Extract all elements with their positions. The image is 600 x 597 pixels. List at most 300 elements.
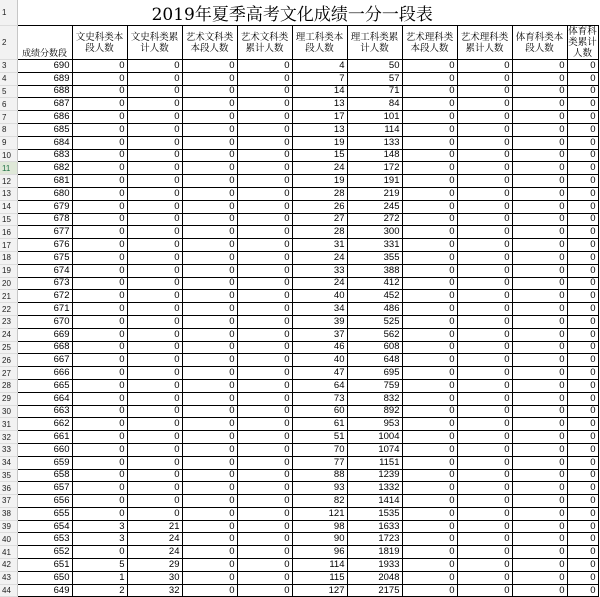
count-cell[interactable]: 0 xyxy=(72,392,127,405)
row-number[interactable]: 9 xyxy=(0,136,17,149)
count-cell[interactable]: 0 xyxy=(567,213,598,226)
score-cell[interactable]: 666 xyxy=(17,367,72,380)
count-cell[interactable]: 15 xyxy=(292,149,347,162)
count-cell[interactable]: 0 xyxy=(567,367,598,380)
count-cell[interactable]: 0 xyxy=(72,72,127,85)
count-cell[interactable]: 0 xyxy=(127,418,182,431)
count-cell[interactable]: 0 xyxy=(567,507,598,520)
count-cell[interactable]: 0 xyxy=(402,405,457,418)
count-cell[interactable]: 0 xyxy=(127,123,182,136)
count-cell[interactable]: 0 xyxy=(567,546,598,559)
score-cell[interactable]: 662 xyxy=(17,418,72,431)
count-cell[interactable]: 73 xyxy=(292,392,347,405)
count-cell[interactable]: 0 xyxy=(127,149,182,162)
count-cell[interactable]: 0 xyxy=(402,290,457,303)
count-cell[interactable]: 0 xyxy=(512,328,567,341)
column-header[interactable]: 体育科类累计人数 xyxy=(568,26,597,59)
empty-cell[interactable] xyxy=(598,431,599,444)
count-cell[interactable]: 0 xyxy=(402,72,457,85)
count-cell[interactable]: 0 xyxy=(457,469,512,482)
empty-cell[interactable] xyxy=(598,418,599,431)
count-cell[interactable]: 0 xyxy=(237,571,292,584)
count-cell[interactable]: 0 xyxy=(402,469,457,482)
count-cell[interactable]: 0 xyxy=(72,469,127,482)
count-cell[interactable]: 0 xyxy=(127,341,182,354)
count-cell[interactable]: 0 xyxy=(402,98,457,111)
row-number[interactable]: 29 xyxy=(0,392,17,405)
sheet-title[interactable]: 2019年夏季高考文化成绩一分一段表 xyxy=(17,0,567,26)
count-cell[interactable]: 0 xyxy=(127,200,182,213)
count-cell[interactable]: 0 xyxy=(512,72,567,85)
count-cell[interactable]: 0 xyxy=(72,277,127,290)
count-cell[interactable]: 0 xyxy=(512,264,567,277)
empty-cell[interactable] xyxy=(598,213,599,226)
count-cell[interactable]: 29 xyxy=(127,559,182,572)
count-cell[interactable]: 114 xyxy=(347,123,402,136)
empty-cell[interactable] xyxy=(598,546,599,559)
count-cell[interactable]: 0 xyxy=(182,149,237,162)
row-number[interactable]: 13 xyxy=(0,187,17,200)
count-cell[interactable]: 0 xyxy=(237,175,292,188)
score-cell[interactable]: 661 xyxy=(17,431,72,444)
empty-cell[interactable] xyxy=(598,495,599,508)
count-cell[interactable]: 51 xyxy=(292,431,347,444)
count-cell[interactable]: 0 xyxy=(182,200,237,213)
count-cell[interactable]: 0 xyxy=(182,367,237,380)
count-cell[interactable]: 0 xyxy=(402,520,457,533)
count-cell[interactable]: 0 xyxy=(457,226,512,239)
count-cell[interactable]: 0 xyxy=(402,111,457,124)
empty-cell[interactable] xyxy=(598,85,599,98)
row-number[interactable]: 11 xyxy=(0,162,17,175)
count-cell[interactable]: 61 xyxy=(292,418,347,431)
row-number[interactable]: 12 xyxy=(0,175,17,188)
count-cell[interactable]: 0 xyxy=(72,239,127,252)
count-cell[interactable]: 88 xyxy=(292,469,347,482)
count-cell[interactable]: 0 xyxy=(182,251,237,264)
count-cell[interactable]: 0 xyxy=(127,213,182,226)
count-cell[interactable]: 0 xyxy=(127,136,182,149)
count-cell[interactable]: 37 xyxy=(292,328,347,341)
count-cell[interactable]: 0 xyxy=(512,507,567,520)
count-cell[interactable]: 0 xyxy=(512,162,567,175)
count-cell[interactable]: 0 xyxy=(567,533,598,546)
count-cell[interactable]: 0 xyxy=(182,111,237,124)
row-number[interactable]: 41 xyxy=(0,546,17,559)
count-cell[interactable]: 0 xyxy=(127,443,182,456)
count-cell[interactable]: 0 xyxy=(567,315,598,328)
row-number[interactable]: 37 xyxy=(0,495,17,508)
count-cell[interactable]: 0 xyxy=(567,98,598,111)
score-cell[interactable]: 657 xyxy=(17,482,72,495)
count-cell[interactable]: 13 xyxy=(292,123,347,136)
count-cell[interactable]: 0 xyxy=(237,315,292,328)
count-cell[interactable]: 0 xyxy=(457,123,512,136)
count-cell[interactable]: 0 xyxy=(402,187,457,200)
count-cell[interactable]: 0 xyxy=(567,341,598,354)
count-cell[interactable]: 40 xyxy=(292,354,347,367)
count-cell[interactable]: 0 xyxy=(182,315,237,328)
count-cell[interactable]: 0 xyxy=(512,341,567,354)
count-cell[interactable]: 0 xyxy=(457,571,512,584)
empty-cell[interactable] xyxy=(598,98,599,111)
count-cell[interactable]: 33 xyxy=(292,264,347,277)
count-cell[interactable]: 0 xyxy=(512,187,567,200)
row-number[interactable]: 4 xyxy=(0,72,17,85)
count-cell[interactable]: 0 xyxy=(72,341,127,354)
count-cell[interactable]: 0 xyxy=(127,431,182,444)
score-cell[interactable]: 672 xyxy=(17,290,72,303)
count-cell[interactable]: 0 xyxy=(127,392,182,405)
count-cell[interactable]: 0 xyxy=(237,354,292,367)
count-cell[interactable]: 0 xyxy=(457,507,512,520)
count-cell[interactable]: 0 xyxy=(182,443,237,456)
count-cell[interactable]: 0 xyxy=(182,546,237,559)
count-cell[interactable]: 0 xyxy=(512,533,567,546)
empty-cell[interactable] xyxy=(598,328,599,341)
count-cell[interactable]: 90 xyxy=(292,533,347,546)
count-cell[interactable]: 127 xyxy=(292,584,347,597)
count-cell[interactable]: 0 xyxy=(72,495,127,508)
score-cell[interactable]: 679 xyxy=(17,200,72,213)
empty-cell[interactable] xyxy=(598,251,599,264)
count-cell[interactable]: 148 xyxy=(347,149,402,162)
count-cell[interactable]: 0 xyxy=(402,315,457,328)
score-cell[interactable]: 649 xyxy=(17,584,72,597)
count-cell[interactable]: 0 xyxy=(457,418,512,431)
count-cell[interactable]: 0 xyxy=(567,162,598,175)
count-cell[interactable]: 0 xyxy=(512,98,567,111)
count-cell[interactable]: 0 xyxy=(237,290,292,303)
count-cell[interactable]: 0 xyxy=(182,559,237,572)
count-cell[interactable]: 0 xyxy=(237,111,292,124)
count-cell[interactable]: 64 xyxy=(292,379,347,392)
empty-cell[interactable] xyxy=(598,136,599,149)
count-cell[interactable]: 0 xyxy=(402,123,457,136)
count-cell[interactable]: 0 xyxy=(182,456,237,469)
count-cell[interactable]: 0 xyxy=(457,72,512,85)
row-number[interactable]: 15 xyxy=(0,213,17,226)
count-cell[interactable]: 0 xyxy=(457,354,512,367)
count-cell[interactable]: 93 xyxy=(292,482,347,495)
count-cell[interactable]: 1074 xyxy=(347,443,402,456)
empty-cell[interactable] xyxy=(598,315,599,328)
count-cell[interactable]: 47 xyxy=(292,367,347,380)
count-cell[interactable]: 0 xyxy=(512,277,567,290)
count-cell[interactable]: 608 xyxy=(347,341,402,354)
score-cell[interactable]: 676 xyxy=(17,239,72,252)
count-cell[interactable]: 0 xyxy=(567,443,598,456)
count-cell[interactable]: 525 xyxy=(347,315,402,328)
count-cell[interactable]: 0 xyxy=(512,418,567,431)
count-cell[interactable]: 0 xyxy=(127,456,182,469)
count-cell[interactable]: 26 xyxy=(292,200,347,213)
count-cell[interactable]: 0 xyxy=(457,98,512,111)
count-cell[interactable]: 0 xyxy=(182,469,237,482)
count-cell[interactable]: 0 xyxy=(237,392,292,405)
count-cell[interactable]: 0 xyxy=(127,303,182,316)
score-cell[interactable]: 680 xyxy=(17,187,72,200)
count-cell[interactable]: 0 xyxy=(567,149,598,162)
count-cell[interactable]: 32 xyxy=(127,584,182,597)
count-cell[interactable]: 0 xyxy=(457,546,512,559)
count-cell[interactable]: 0 xyxy=(567,520,598,533)
count-cell[interactable]: 0 xyxy=(402,264,457,277)
count-cell[interactable]: 0 xyxy=(457,213,512,226)
count-cell[interactable]: 0 xyxy=(402,431,457,444)
count-cell[interactable]: 28 xyxy=(292,187,347,200)
count-cell[interactable]: 0 xyxy=(402,85,457,98)
count-cell[interactable]: 648 xyxy=(347,354,402,367)
count-cell[interactable]: 0 xyxy=(567,418,598,431)
count-cell[interactable]: 0 xyxy=(182,72,237,85)
count-cell[interactable]: 0 xyxy=(457,367,512,380)
count-cell[interactable]: 0 xyxy=(567,175,598,188)
count-cell[interactable]: 1 xyxy=(72,571,127,584)
score-cell[interactable]: 651 xyxy=(17,559,72,572)
count-cell[interactable]: 0 xyxy=(127,85,182,98)
count-cell[interactable]: 0 xyxy=(402,277,457,290)
count-cell[interactable]: 0 xyxy=(182,239,237,252)
score-cell[interactable]: 659 xyxy=(17,456,72,469)
count-cell[interactable]: 0 xyxy=(182,162,237,175)
count-cell[interactable]: 0 xyxy=(512,482,567,495)
score-cell[interactable]: 670 xyxy=(17,315,72,328)
count-cell[interactable]: 1332 xyxy=(347,482,402,495)
row-number[interactable]: 6 xyxy=(0,98,17,111)
count-cell[interactable]: 0 xyxy=(182,507,237,520)
count-cell[interactable]: 0 xyxy=(567,354,598,367)
empty-cell[interactable] xyxy=(598,72,599,85)
count-cell[interactable]: 0 xyxy=(567,303,598,316)
count-cell[interactable]: 0 xyxy=(127,111,182,124)
count-cell[interactable]: 0 xyxy=(182,533,237,546)
count-cell[interactable]: 0 xyxy=(72,328,127,341)
count-cell[interactable]: 0 xyxy=(567,123,598,136)
count-cell[interactable]: 0 xyxy=(237,533,292,546)
row-number[interactable]: 23 xyxy=(0,315,17,328)
count-cell[interactable]: 0 xyxy=(182,60,237,73)
count-cell[interactable]: 0 xyxy=(72,187,127,200)
count-cell[interactable]: 0 xyxy=(402,226,457,239)
score-cell[interactable]: 665 xyxy=(17,379,72,392)
count-cell[interactable]: 0 xyxy=(72,431,127,444)
empty-cell[interactable] xyxy=(598,405,599,418)
count-cell[interactable]: 114 xyxy=(292,559,347,572)
count-cell[interactable]: 0 xyxy=(457,584,512,597)
empty-cell[interactable] xyxy=(598,482,599,495)
count-cell[interactable]: 0 xyxy=(567,469,598,482)
row-number[interactable]: 34 xyxy=(0,456,17,469)
count-cell[interactable]: 0 xyxy=(457,277,512,290)
count-cell[interactable]: 0 xyxy=(567,328,598,341)
count-cell[interactable]: 0 xyxy=(237,98,292,111)
empty-cell[interactable] xyxy=(598,520,599,533)
count-cell[interactable]: 0 xyxy=(237,495,292,508)
count-cell[interactable]: 412 xyxy=(347,277,402,290)
count-cell[interactable]: 0 xyxy=(512,149,567,162)
row-number[interactable]: 28 xyxy=(0,379,17,392)
score-cell[interactable]: 686 xyxy=(17,111,72,124)
count-cell[interactable]: 70 xyxy=(292,443,347,456)
count-cell[interactable]: 0 xyxy=(402,239,457,252)
count-cell[interactable]: 13 xyxy=(292,98,347,111)
count-cell[interactable]: 0 xyxy=(457,443,512,456)
count-cell[interactable]: 0 xyxy=(237,559,292,572)
count-cell[interactable]: 0 xyxy=(182,277,237,290)
count-cell[interactable]: 0 xyxy=(402,443,457,456)
count-cell[interactable]: 759 xyxy=(347,379,402,392)
count-cell[interactable]: 0 xyxy=(72,251,127,264)
count-cell[interactable]: 0 xyxy=(127,354,182,367)
count-cell[interactable]: 14 xyxy=(292,85,347,98)
count-cell[interactable]: 0 xyxy=(402,507,457,520)
count-cell[interactable]: 0 xyxy=(72,175,127,188)
count-cell[interactable]: 0 xyxy=(567,187,598,200)
count-cell[interactable]: 71 xyxy=(347,85,402,98)
count-cell[interactable]: 0 xyxy=(237,277,292,290)
count-cell[interactable]: 0 xyxy=(457,111,512,124)
row-number[interactable]: 44 xyxy=(0,584,17,597)
count-cell[interactable]: 0 xyxy=(512,136,567,149)
count-cell[interactable]: 0 xyxy=(72,226,127,239)
count-cell[interactable]: 0 xyxy=(237,60,292,73)
count-cell[interactable]: 0 xyxy=(72,60,127,73)
row-number[interactable]: 8 xyxy=(0,123,17,136)
count-cell[interactable]: 695 xyxy=(347,367,402,380)
count-cell[interactable]: 0 xyxy=(182,520,237,533)
count-cell[interactable]: 0 xyxy=(127,277,182,290)
count-cell[interactable]: 0 xyxy=(457,431,512,444)
count-cell[interactable]: 0 xyxy=(182,354,237,367)
count-cell[interactable]: 0 xyxy=(567,405,598,418)
count-cell[interactable]: 0 xyxy=(512,367,567,380)
count-cell[interactable]: 0 xyxy=(127,226,182,239)
count-cell[interactable]: 2048 xyxy=(347,571,402,584)
count-cell[interactable]: 0 xyxy=(567,495,598,508)
count-cell[interactable]: 24 xyxy=(127,546,182,559)
count-cell[interactable]: 0 xyxy=(457,495,512,508)
count-cell[interactable]: 2175 xyxy=(347,584,402,597)
count-cell[interactable]: 0 xyxy=(512,175,567,188)
count-cell[interactable]: 0 xyxy=(512,60,567,73)
count-cell[interactable]: 0 xyxy=(402,495,457,508)
count-cell[interactable]: 0 xyxy=(457,456,512,469)
count-cell[interactable]: 0 xyxy=(182,264,237,277)
empty-cell[interactable] xyxy=(598,175,599,188)
count-cell[interactable]: 3 xyxy=(72,520,127,533)
count-cell[interactable]: 0 xyxy=(457,239,512,252)
count-cell[interactable]: 0 xyxy=(182,213,237,226)
count-cell[interactable]: 0 xyxy=(402,328,457,341)
count-cell[interactable]: 0 xyxy=(182,495,237,508)
score-cell[interactable]: 655 xyxy=(17,507,72,520)
score-cell[interactable]: 687 xyxy=(17,98,72,111)
count-cell[interactable]: 355 xyxy=(347,251,402,264)
count-cell[interactable]: 0 xyxy=(127,98,182,111)
count-cell[interactable]: 0 xyxy=(457,136,512,149)
count-cell[interactable]: 1819 xyxy=(347,546,402,559)
row-number[interactable]: 20 xyxy=(0,277,17,290)
row-number[interactable]: 14 xyxy=(0,200,17,213)
row-number[interactable]: 40 xyxy=(0,533,17,546)
count-cell[interactable]: 0 xyxy=(127,175,182,188)
count-cell[interactable]: 0 xyxy=(402,571,457,584)
count-cell[interactable]: 832 xyxy=(347,392,402,405)
count-cell[interactable]: 0 xyxy=(567,584,598,597)
count-cell[interactable]: 272 xyxy=(347,213,402,226)
empty-cell[interactable] xyxy=(598,239,599,252)
count-cell[interactable]: 0 xyxy=(72,482,127,495)
count-cell[interactable]: 39 xyxy=(292,315,347,328)
count-cell[interactable]: 0 xyxy=(567,264,598,277)
count-cell[interactable]: 0 xyxy=(72,213,127,226)
count-cell[interactable]: 0 xyxy=(402,251,457,264)
count-cell[interactable]: 34 xyxy=(292,303,347,316)
count-cell[interactable]: 0 xyxy=(512,315,567,328)
count-cell[interactable]: 46 xyxy=(292,341,347,354)
count-cell[interactable]: 892 xyxy=(347,405,402,418)
row-number[interactable]: 42 xyxy=(0,559,17,572)
count-cell[interactable]: 331 xyxy=(347,239,402,252)
count-cell[interactable]: 0 xyxy=(72,111,127,124)
row-number[interactable]: 43 xyxy=(0,571,17,584)
count-cell[interactable]: 115 xyxy=(292,571,347,584)
count-cell[interactable]: 1239 xyxy=(347,469,402,482)
count-cell[interactable]: 19 xyxy=(292,175,347,188)
count-cell[interactable]: 0 xyxy=(237,328,292,341)
empty-cell[interactable] xyxy=(598,456,599,469)
count-cell[interactable]: 0 xyxy=(72,418,127,431)
count-cell[interactable]: 0 xyxy=(567,482,598,495)
count-cell[interactable]: 0 xyxy=(72,315,127,328)
count-cell[interactable]: 0 xyxy=(512,213,567,226)
score-cell[interactable]: 677 xyxy=(17,226,72,239)
count-cell[interactable]: 0 xyxy=(72,162,127,175)
count-cell[interactable]: 0 xyxy=(72,149,127,162)
row-number[interactable]: 26 xyxy=(0,354,17,367)
score-cell[interactable]: 682 xyxy=(17,162,72,175)
count-cell[interactable]: 0 xyxy=(237,239,292,252)
count-cell[interactable]: 0 xyxy=(402,136,457,149)
count-cell[interactable]: 0 xyxy=(402,482,457,495)
count-cell[interactable]: 0 xyxy=(237,162,292,175)
count-cell[interactable]: 96 xyxy=(292,546,347,559)
count-cell[interactable]: 30 xyxy=(127,571,182,584)
count-cell[interactable]: 0 xyxy=(237,72,292,85)
empty-cell[interactable] xyxy=(598,200,599,213)
count-cell[interactable]: 0 xyxy=(237,456,292,469)
count-cell[interactable]: 0 xyxy=(72,367,127,380)
count-cell[interactable]: 101 xyxy=(347,111,402,124)
count-cell[interactable]: 0 xyxy=(567,200,598,213)
score-cell[interactable]: 667 xyxy=(17,354,72,367)
count-cell[interactable]: 0 xyxy=(72,85,127,98)
count-cell[interactable]: 40 xyxy=(292,290,347,303)
count-cell[interactable]: 0 xyxy=(237,303,292,316)
row-number[interactable]: 7 xyxy=(0,111,17,124)
row-number[interactable]: 5 xyxy=(0,85,17,98)
count-cell[interactable]: 0 xyxy=(237,85,292,98)
count-cell[interactable]: 0 xyxy=(237,187,292,200)
count-cell[interactable]: 0 xyxy=(402,546,457,559)
count-cell[interactable]: 98 xyxy=(292,520,347,533)
column-header[interactable]: 理工科类本段人数 xyxy=(292,26,347,60)
count-cell[interactable]: 0 xyxy=(72,264,127,277)
score-cell[interactable]: 664 xyxy=(17,392,72,405)
count-cell[interactable]: 0 xyxy=(402,162,457,175)
score-cell[interactable]: 669 xyxy=(17,328,72,341)
